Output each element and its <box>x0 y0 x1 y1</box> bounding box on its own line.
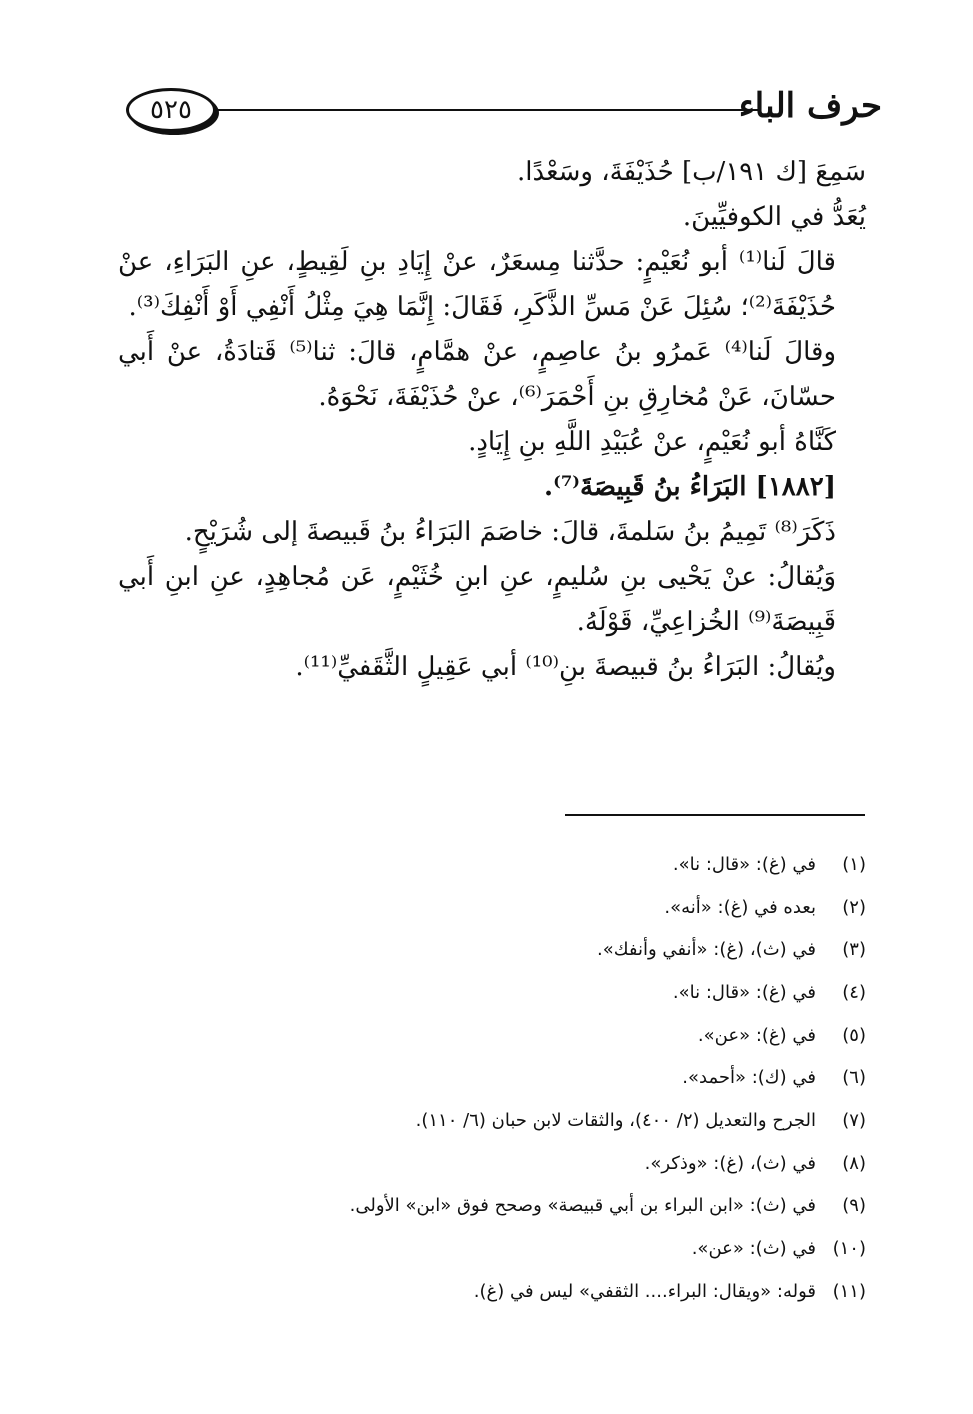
footnote <box>118 1185 866 1228</box>
footnote <box>118 1142 866 1185</box>
footnote <box>118 928 866 971</box>
footnote <box>118 1014 866 1057</box>
footnote-text: في (غ): «قال: نا». <box>672 853 816 875</box>
footnote-text: في (ث)، (غ): «وذكر». <box>644 1152 816 1174</box>
text-line: ذَكَرَ⁽⁸⁾ تَمِيمُ بنُ سَلمةَ، قالَ: خاصَمَ البَرَاءُ بنُ قَبيصةَ إلى شُرَيْحٍ. <box>184 517 836 547</box>
footnote <box>118 1056 866 1099</box>
footnote <box>118 1270 866 1313</box>
footnote-text: في (ث)، (غ): «أنفي وأنفك». <box>597 939 816 961</box>
footnote-text: قوله: «ويقال: البراء.... الثقفي» ليس في (غ). <box>473 1280 816 1302</box>
footnote-text: في (ك): «أحمد». <box>682 1067 816 1089</box>
footnote-number: (١١) <box>832 1280 866 1302</box>
footnote-number: (٧) <box>842 1109 866 1131</box>
footnote-text: في (غ): «عن». <box>697 1024 816 1046</box>
text-line: كَنَّاهُ أبو نُعَيْمٍ، عنْ عُبَيْدِ اللَّهِ بنِ إِيَادٍ. <box>468 427 836 457</box>
footnote-text: بعده في (غ): «أنه». <box>664 896 816 918</box>
text-line: سَمِعَ [ك ١٩١/ب] حُذَيْفَةَ، وسَعْدًا. <box>516 157 866 187</box>
main-text <box>118 150 866 690</box>
text-paragraph: وقالَ لَنا⁽⁴⁾ عَمرُو بنُ عاصِمٍ، عنْ همَّامٍ، قالَ: ثنا⁽⁵⁾ قَتادَةُ، عنْ أَبي حسّانَ، عَنْ مُخارِقِ بنِ أَحْمَرَ⁽⁶⁾، عنْ حُذَيْفَةَ، نَحْوَهُ. <box>118 337 836 412</box>
header-divider <box>218 109 758 111</box>
text-line: يُعَدُّ في الكوفيِّينَ. <box>682 202 866 232</box>
footnote <box>118 1227 866 1270</box>
footnote-number: (٩) <box>842 1195 866 1217</box>
footnote-number: (٥) <box>842 1024 866 1046</box>
page-number: ٥٢٥ <box>126 88 216 132</box>
footnote <box>118 886 866 929</box>
footnote <box>118 843 866 886</box>
footnote-number: (٢) <box>842 896 866 918</box>
text-line: ويُقالُ: البَرَاءُ بنُ قبيصةَ بنِ⁽¹⁰⁾ أبي عَقِيلٍ الثَّقَفيِّ⁽¹¹⁾. <box>295 652 836 682</box>
footnotes <box>118 843 866 1313</box>
footnote-number: (٤) <box>842 981 866 1003</box>
footnote <box>118 1099 866 1142</box>
footnote <box>118 971 866 1014</box>
page-header <box>112 78 882 146</box>
entry-heading: [١٨٨٢] البَرَاءُ بنُ قَبِيصَةَ⁽⁷⁾. <box>544 472 836 502</box>
footnote-text: في (ث): «ابن البراء بن أبي قبيصة» وصحح فوق «ابن» الأولى. <box>349 1195 816 1217</box>
footnote-number: (٦) <box>842 1067 866 1089</box>
footnote-text: في (ث): «عن». <box>691 1238 816 1260</box>
footnote-number: (٣) <box>842 939 866 961</box>
footnote-number: (١) <box>842 853 866 875</box>
text-paragraph: قالَ لَنا⁽¹⁾ أبو نُعَيْمٍ: حدَّثنا مِسعَرٌ، عنْ إِيَادِ بنِ لَقِيطٍ، عنِ البَرَاءِ، عنْ حُذَيْفَةَ⁽²⁾؛ سُئِلَ عَنْ مَسِّ الذَّكَرِ، فَقَالَ: إِنَّمَا هِيَ مِثْلُ أَنْفِي أَوْ أَنْفِكَ⁽³⁾. <box>118 247 836 322</box>
footnote-text: الجرح والتعديل (٢/ ٤٠٠)، والثقات لابن حبان (٦/ ١١٠). <box>415 1109 816 1131</box>
running-title: حرف الباء <box>738 86 882 126</box>
footnote-number: (٨) <box>842 1152 866 1174</box>
text-paragraph: وَيُقالُ: عنْ يَحْيى بنِ سُليمٍ، عنِ ابنِ خُثَيْمٍ، عَن مُجاهِدٍ، عنِ ابنِ أَبي قَبِيصَةَ⁽⁹⁾ الخُزاعِيِّ، قَوْلَهُ. <box>118 562 836 637</box>
footnote-divider <box>565 814 865 816</box>
footnote-text: في (غ): «قال: نا». <box>672 981 816 1003</box>
footnote-number: (١٠) <box>832 1238 866 1260</box>
